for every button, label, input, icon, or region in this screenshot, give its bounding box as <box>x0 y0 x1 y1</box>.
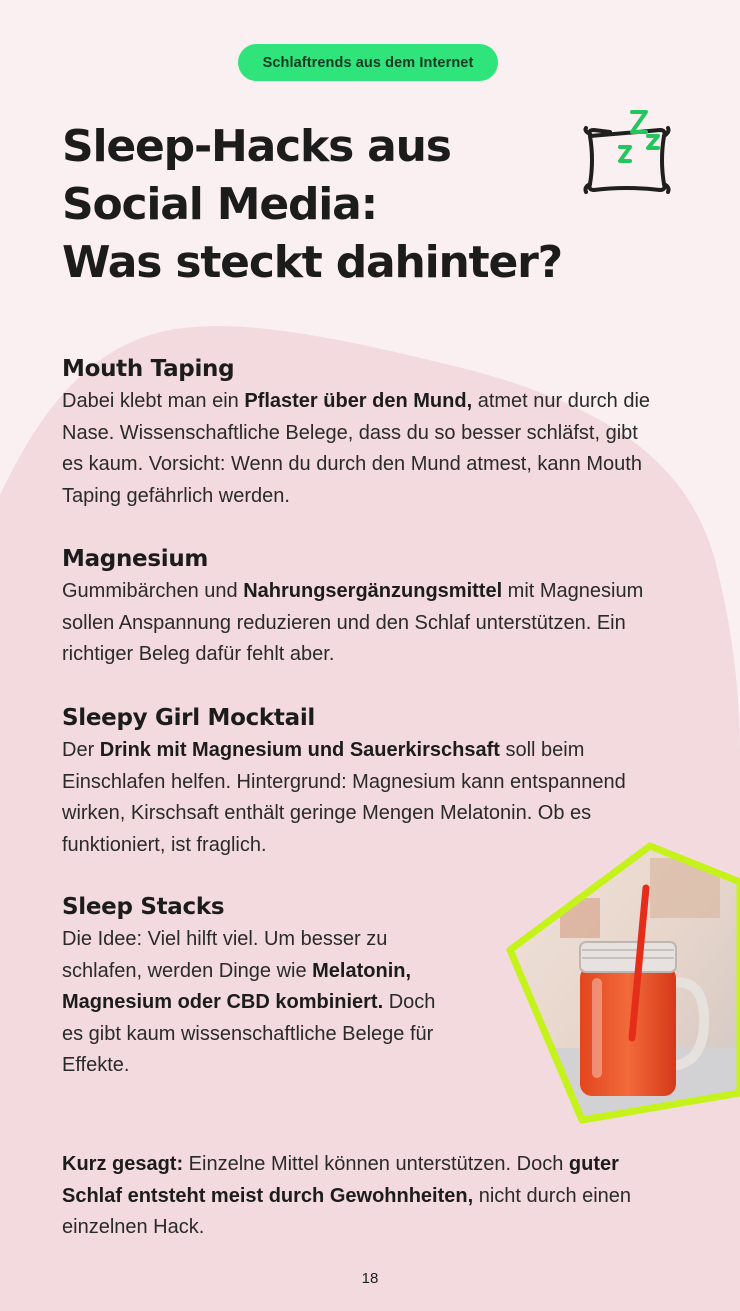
summary-text <box>62 1149 662 1244</box>
summary-bold: guter Schlaf entsteht meist durch Gewohnheiten, <box>62 1153 619 1207</box>
section-text-part: soll beim Einschlafen helfen. Hintergrund: Magnesium kann entspannend wirken, Kirschsaft enthält geringe Mengen Melatonin. Ob es funktioniert, ist fraglich. <box>62 739 626 856</box>
title-line-2: Social Media: <box>62 179 378 230</box>
section-heading: Mouth Taping <box>62 356 235 382</box>
section-text <box>62 576 662 671</box>
summary-part: Einzelne Mittel können unterstützen. Doch <box>183 1153 569 1175</box>
section-magnesium <box>62 544 662 671</box>
section-text-part: atmet nur durch die Nase. Wissenschaftliche Belege, dass du so besser schläfst, gibt es kaum. Vorsicht: Wenn du durch den Mund atmest, kann Mouth Taping gefährlich werden. <box>62 390 651 507</box>
summary-part: nicht durch einen einzelnen Hack. <box>62 1184 632 1238</box>
section-text-part: mit Magnesium sollen Anspannung reduzieren und den Schlaf unterstützen. Ein richtiger Beleg dafür fehlt aber. <box>62 580 644 665</box>
title-line-1: Sleep-Hacks aus <box>62 121 451 172</box>
section-mouth-taping <box>62 354 662 512</box>
title-line-3: Was steckt dahinter? <box>62 237 562 288</box>
section-text <box>62 924 462 1082</box>
section-text-part: Die Idee: Viel hilft viel. Um besser zu schlafen, werden Dinge wie <box>62 928 388 982</box>
page-number: 18 <box>361 1270 379 1287</box>
section-text-part: Gummibärchen und <box>62 580 244 602</box>
section-text-part: Dabei klebt man ein <box>62 390 245 412</box>
section-heading: Magnesium <box>62 546 209 572</box>
category-tag <box>238 44 498 81</box>
section-heading: Sleepy Girl Mocktail <box>62 705 316 731</box>
section-text-bold: Melatonin, Magnesium oder CBD kombiniert. <box>62 959 412 1013</box>
page-title <box>62 118 582 292</box>
section-text-part: Der <box>62 739 100 761</box>
section-text-bold: Pflaster über den Mund, <box>244 390 473 412</box>
category-tag-label: Schlaftrends aus dem Internet <box>262 54 474 71</box>
section-text <box>62 386 662 512</box>
section-sleep-stacks <box>62 892 462 1082</box>
section-text-bold: Drink mit Magnesium und Sauerkirschsaft <box>99 739 500 761</box>
pillow-zzz-icon <box>580 104 672 200</box>
mocktail-photo <box>500 838 740 1138</box>
section-text-part: Doch es gibt kaum wissenschaftliche Belege für Effekte. <box>62 991 436 1076</box>
section-heading: Sleep Stacks <box>62 894 225 920</box>
summary-bold: Kurz gesagt: <box>62 1153 184 1175</box>
section-text-bold: Nahrungsergänzungsmittel <box>243 580 503 602</box>
